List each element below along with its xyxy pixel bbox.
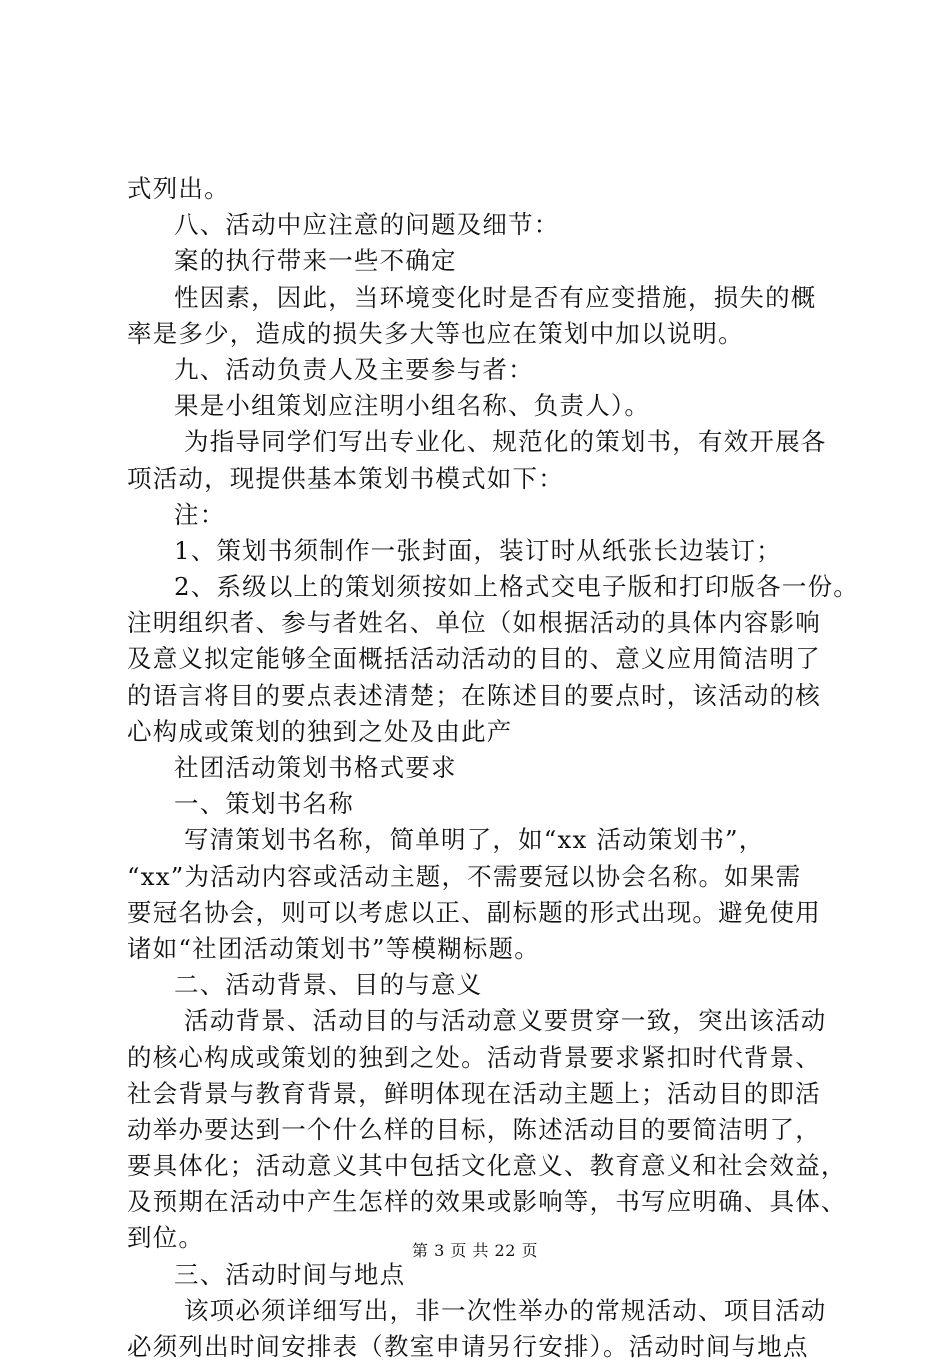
- text-line: 果是小组策划应注明小组名称、负责人）。: [174, 391, 651, 421]
- text-line: 八、活动中应注意的问题及细节：: [174, 210, 560, 240]
- text-line: 九、活动负责人及主要参与者：: [174, 354, 534, 384]
- text-line: 诸如“社团活动策划书”等模糊标题。: [127, 933, 540, 963]
- page-footer: 第 3 页 共 22 页: [412, 1241, 538, 1260]
- text-line: 及意义拟定能够全面概括活动活动的目的、意义应用简洁明了: [127, 644, 821, 674]
- text-line: 动举办要达到一个什么样的目标，陈述活动目的要简洁明了，: [127, 1114, 821, 1144]
- text-line: 该项必须详细写出，非一次性举办的常规活动、项目活动: [184, 1295, 827, 1325]
- text-line: 率是多少，造成的损失多大等也应在策划中加以说明。: [127, 318, 744, 348]
- text-line: 社团活动策划书格式要求: [174, 753, 457, 782]
- text-line: 项活动，现提供基本策划书模式如下：: [127, 463, 564, 493]
- text-line: 心构成或策划的独到之处及由此产: [127, 716, 513, 746]
- text-line: 的核心构成或策划的独到之处。活动背景要求紧扣时代背景、: [127, 1042, 821, 1072]
- text-line: 2、系级以上的策划须按如上格式交电子版和打印版各一份。: [174, 572, 859, 602]
- text-line: 案的执行带来一些不确定: [174, 246, 457, 276]
- document-body: [127, 171, 859, 1365]
- text-line: 二、活动背景、目的与意义: [174, 970, 483, 1000]
- text-line: 要具体化；活动意义其中包括文化意义、教育意义和社会效益，: [127, 1151, 847, 1181]
- text-line: “xx”为活动内容或活动主题，不需要冠以协会名称。如果需: [127, 861, 802, 891]
- text-line: 必须列出时间安排表（教室申请另行安排）。活动时间与地点: [127, 1332, 809, 1361]
- text-line: 注明组织者、参与者姓名、单位（如根据活动的具体内容影响: [127, 608, 821, 638]
- text-line: 注：: [174, 499, 226, 529]
- text-line: 1、策划书须制作一张封面，装订时从纸张长边装订；: [174, 535, 782, 565]
- text-line: 社会背景与教育背景，鲜明体现在活动主题上；活动目的即活: [127, 1078, 821, 1108]
- text-line: 的语言将目的要点表述清楚；在陈述目的要点时，该活动的核: [127, 680, 821, 710]
- text-line: 性因素，因此，当环境变化时是否有应变措施，损失的概: [174, 282, 817, 312]
- text-line: 写清策划书名称，简单明了，如“xx 活动策划书”，: [184, 825, 765, 855]
- text-line: 三、活动时间与地点: [174, 1259, 406, 1289]
- text-line: 要冠名协会，则可以考虑以正、副标题的形式出现。避免使用: [127, 897, 821, 927]
- text-line: 到位。: [127, 1223, 205, 1253]
- text-line: 及预期在活动中产生怎样的效果或影响等，书写应明确、具体、: [127, 1187, 847, 1217]
- text-line: 式列出。: [127, 174, 230, 203]
- text-line: 活动背景、活动目的与活动意义要贯穿一致，突出该活动: [184, 1006, 827, 1036]
- text-line: 一、策划书名称: [174, 789, 354, 819]
- text-line: 为指导同学们写出专业化、规范化的策划书，有效开展各: [184, 427, 827, 457]
